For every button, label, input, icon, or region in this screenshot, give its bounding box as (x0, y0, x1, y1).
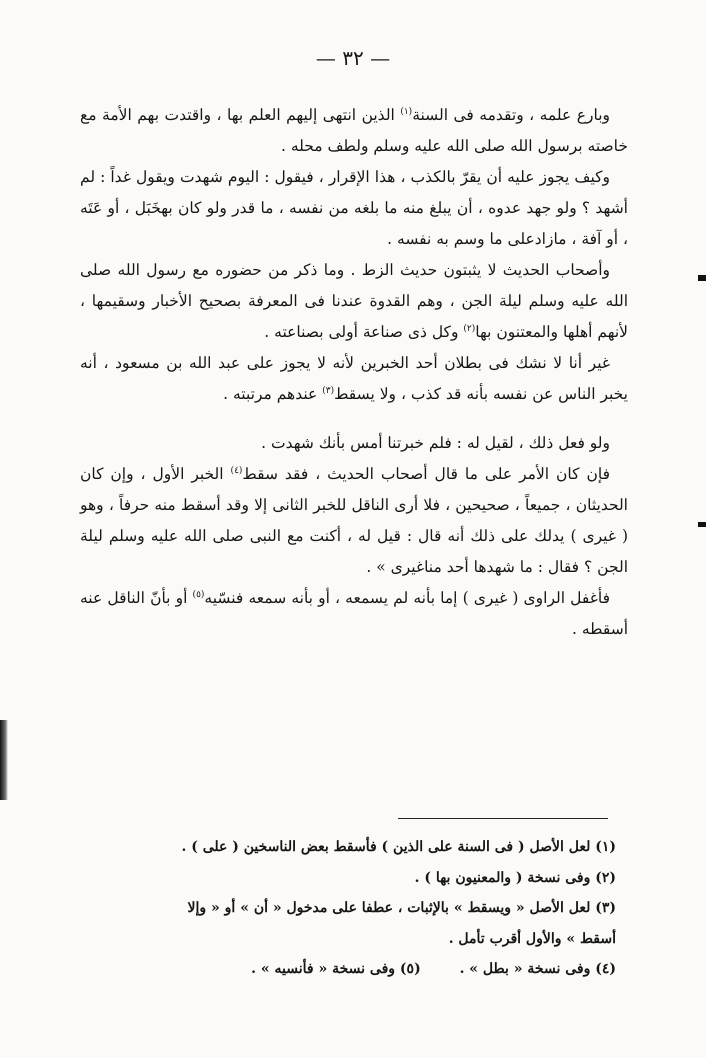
scan-mark-left (0, 720, 8, 800)
footnote-4: (٤) وفى نسخة « بطل » . (459, 961, 616, 977)
footnote-3: (٣) لعل الأصل « ويسقط » بالإثبات ، عطفا على مدخول « أن » أو « وإلا (187, 900, 616, 916)
page-number: — ٣٢ — (315, 46, 391, 70)
footnote-row-4-5 (82, 954, 616, 985)
footnotes (82, 832, 616, 985)
footnote-1: (١) لعل الأصل ( فى السنة على الذين ) فأسقط بعض الناسخين ( على ) . (181, 839, 616, 855)
paragraph-4: غير أنا لا نشك فى بطلان أحد الخبرين لأنه لا يجوز على عبد الله بن مسعود ، أنه يخبر الناس عن نفسه بأنه قد كذب ، ولا يسقط$^{(٣)}$ عندهم مرتبته . (80, 354, 628, 403)
footnote-ref-4[interactable]: (٤) (230, 465, 243, 476)
footnote-3-continued: أسقط » والأول أقرب تأمل . (448, 930, 616, 947)
scan-mark-right-top (698, 275, 706, 281)
scan-mark-right-middle (698, 522, 706, 527)
paragraph-2: وكيف يجوز عليه أن يقرّ بالكذب ، هذا الإقرار ، فيقول : اليوم شهدت ويقول غداً : لم أشهد ؟ ولو جهد عدوه ، أن يبلغ منه ما بلغه من نفسه ، ما قدر ولو كان بهخَبَل ، أو عَتَه ، أو آفة ، مازادعلى ما وسم به نفسه . (80, 168, 628, 248)
paragraph-3: وأصحاب الحديث لا يثبتون حديث الزط . وما ذكر من حضوره مع رسول الله صلى الله عليه وسلم ليلة الجن ، وهم القدوة عندنا فى المعرفة بصحيح الأخبار وسقيمها ، لأنهم أهلها والمعتنون بها$^{(٢)}$ وكل ذى صناعة أولى بصناعته . (80, 261, 628, 341)
paragraph-7: فأغفل الراوى ( غيرى ) إما بأنه لم يسمعه ، أو بأنه سمعه فنسّيه$^{(٥)}$ أو بأنّ الناقل عنه أسقطه . (80, 589, 628, 638)
footnote-ref-1[interactable]: (١) (400, 106, 413, 117)
paragraph-1: وبارع علمه ، وتقدمه فى السنة$^{(١)}$ الذين انتهى إليهم العلم بها ، واقتدت بهم الأمة مع خاصته برسول الله صلى الله عليه وسلم ولطف محله . (80, 106, 628, 155)
footnote-ref-2[interactable]: (٢) (463, 323, 476, 334)
paragraph-6: فإن كان الأمر على ما قال أصحاب الحديث ، فقد سقط$^{(٤)}$ الخبر الأول ، وإن كان الحديثان ، جميعاً ، صحيحين ، فلا أرى الناقل للخبر الثانى إلا وقد أسقط منه حرفاً ، وهو ( غيرى ) يدلك على ذلك أنه قال : قيل له ، أكنت مع النبى صلى الله عليه وسلم ليلة الجن ؟ فقال : ما شهدها أحد مناغيرى » . (80, 465, 628, 576)
footnote-ref-3[interactable]: (٣) (322, 385, 335, 396)
footnote-ref-5[interactable]: (٥) (192, 589, 205, 600)
footnote-2: (٢) وفى نسخة ( والمعنيون بها ) . (414, 869, 616, 886)
footnote-divider (398, 818, 608, 819)
footnote-5: (٥) وفى نسخة « فأنسيه » . (251, 961, 421, 977)
paragraph-5: ولو فعل ذلك ، لقيل له : فلم خبرتنا أمس بأنك شهدت . (261, 434, 610, 452)
main-text (80, 100, 628, 645)
